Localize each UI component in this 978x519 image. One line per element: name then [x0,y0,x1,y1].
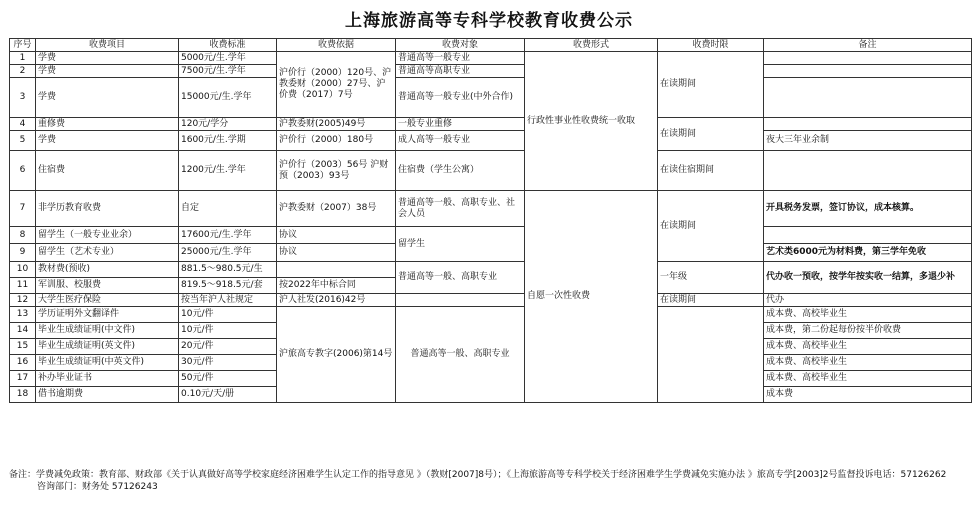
row-object: 普通高等高职专业 [396,65,525,78]
row-item: 学费 [36,78,179,118]
row-item: 非学历教育收费 [36,191,179,227]
row-standard: 自定 [179,191,277,227]
row-standard: 20元/件 [179,339,277,355]
row-no: 5 [10,131,36,151]
footnotes [9,469,974,493]
row-basis: 沪教委财（2007）38号 [277,191,396,227]
row-object: 成人高等一般专业 [396,131,525,151]
row-remark: 开具税务发票，签订协议，成本核算。 [764,191,972,227]
fee-form-cell: 自愿一次性收费 [525,191,658,403]
row-item: 学费 [36,65,179,78]
header-remark: 备注 [764,39,972,52]
row-remark: 代办收一预收，按学年按实收一结算，多退少补 [764,262,972,294]
row-standard: 10元/件 [179,323,277,339]
row-item: 学历证明外文翻译件 [36,307,179,323]
row-standard: 17600元/生.学年 [179,227,277,244]
row-remark: 成本费，第二份起每份按半价收费 [764,323,972,339]
row-item: 军训服、校服费 [36,278,179,294]
header-object: 收费对象 [396,39,525,52]
row-item: 住宿费 [36,151,179,191]
row-no: 1 [10,52,36,65]
header-no: 序号 [10,39,36,52]
row-remark [764,52,972,65]
row-period: 在读期间 [658,191,764,262]
row-no: 12 [10,294,36,307]
row-standard: 881.5～980.5元/生 [179,262,277,278]
row-no: 4 [10,118,36,131]
footnote-policy: 备注：学费减免政策：教育部、财政部《关于认真做好高等学校家庭经济困难学生认定工作的指导意见 》（教财[2007]8号）；《上海旅游高等专科学校关于经济困难学生学费减免实施办法 》旅高专学[2003]2号监督投诉电话：57126262 [9,470,947,480]
row-object: 普通高等一般专业 [396,52,525,65]
table-row [10,262,972,278]
footnote-contact: 咨询部门：财务处 57126243 [37,482,158,492]
table-row [10,78,972,118]
row-item: 大学生医疗保险 [36,294,179,307]
table-row [10,191,972,227]
row-remark: 成本费、高校毕业生 [764,355,972,371]
row-standard: 120元/学分 [179,118,277,131]
header-form: 收费形式 [525,39,658,52]
row-no: 14 [10,323,36,339]
row-standard: 819.5～918.5元/套 [179,278,277,294]
row-item: 毕业生成绩证明(中英文件) [36,355,179,371]
header-period: 收费时限 [658,39,764,52]
row-basis: 协议 [277,244,396,262]
row-period: 在读期间 [658,118,764,151]
row-no: 11 [10,278,36,294]
row-standard: 25000元/生.学年 [179,244,277,262]
row-no: 10 [10,262,36,278]
row-no: 8 [10,227,36,244]
row-remark: 成本费、高校毕业生 [764,307,972,323]
row-object [396,294,525,307]
row-remark [764,151,972,191]
row-basis: 沪价行（2003）56号 沪财预（2003）93号 [277,151,396,191]
row-basis: 协议 [277,227,396,244]
row-item: 留学生（一般专业业余） [36,227,179,244]
table-row [10,294,972,307]
header-basis: 收费依据 [277,39,396,52]
row-standard: 按当年沪人社规定 [179,294,277,307]
row-item: 重修费 [36,118,179,131]
table-row [10,227,972,244]
row-object: 一般专业重修 [396,118,525,131]
row-standard: 5000元/生.学年 [179,52,277,65]
row-period: 在读期间 [658,294,764,307]
header-standard: 收费标准 [179,39,277,52]
table-header-row [10,39,972,52]
row-object: 普通高等一般、高职专业、社会人员 [396,191,525,227]
row-period [658,307,764,403]
row-item: 学费 [36,131,179,151]
row-standard: 10元/件 [179,307,277,323]
row-remark: 代办 [764,294,972,307]
row-remark [764,78,972,118]
row-standard: 30元/件 [179,355,277,371]
row-item: 学费 [36,52,179,65]
row-basis [277,262,396,278]
row-period: 一年级 [658,262,764,294]
page-title: 上海旅游高等专科学校教育收费公示 [345,11,633,31]
row-basis: 沪人社发(2016)42号 [277,294,396,307]
row-remark [764,118,972,131]
row-no: 18 [10,387,36,403]
row-remark: 成本费、高校毕业生 [764,371,972,387]
row-period: 在读住宿期间 [658,151,764,191]
fee-table [9,38,972,403]
row-standard: 50元/件 [179,371,277,387]
row-item: 借书逾期费 [36,387,179,403]
row-no: 16 [10,355,36,371]
row-remark: 夜大三年业余制 [764,131,972,151]
row-item: 留学生（艺术专业） [36,244,179,262]
table-row [10,52,972,65]
row-no: 7 [10,191,36,227]
fee-form-cell: 行政性事业性收费统一收取 [525,52,658,191]
table-row [10,151,972,191]
table-row [10,307,972,323]
row-period: 在读期间 [658,52,764,118]
row-remark [764,227,972,244]
row-no: 3 [10,78,36,118]
row-no: 2 [10,65,36,78]
row-standard: 1600元/生.学期 [179,131,277,151]
row-standard: 7500元/生.学年 [179,65,277,78]
row-standard: 0.10元/天/册 [179,387,277,403]
row-remark: 成本费 [764,387,972,403]
row-item: 毕业生成绩证明(中文件) [36,323,179,339]
table-row [10,118,972,131]
row-basis: 按2022年中标合同 [277,278,396,294]
row-no: 13 [10,307,36,323]
row-no: 15 [10,339,36,355]
row-remark: 成本费、高校毕业生 [764,339,972,355]
table-row [10,65,972,78]
row-object: 普通高等一般专业(中外合作) [396,78,525,118]
row-standard: 15000元/生.学年 [179,78,277,118]
row-no: 6 [10,151,36,191]
row-item: 毕业生成绩证明(英文件) [36,339,179,355]
row-basis: 沪旅高专教字(2006)第14号 [277,307,396,403]
row-basis: 沪教委财(2005)49号 [277,118,396,131]
row-object: 住宿费（学生公寓） [396,151,525,191]
row-object: 留学生 [396,227,525,262]
row-object: 普通高等一般、高职专业 [396,262,525,294]
row-basis: 沪价行（2000）180号 [277,131,396,151]
row-item: 教材费(预收) [36,262,179,278]
row-basis: 沪价行（2000）120号、沪教委财（2000）27号、沪价费（2017）7号 [277,52,396,118]
row-no: 17 [10,371,36,387]
row-item: 补办毕业证书 [36,371,179,387]
header-item: 收费项目 [36,39,179,52]
row-remark [764,65,972,78]
table-row [10,131,972,151]
row-remark: 艺术类6000元为材料费，第三学年免收 [764,244,972,262]
row-no: 9 [10,244,36,262]
row-object: 普通高等一般、高职专业 [396,307,525,403]
row-standard: 1200元/生.学年 [179,151,277,191]
